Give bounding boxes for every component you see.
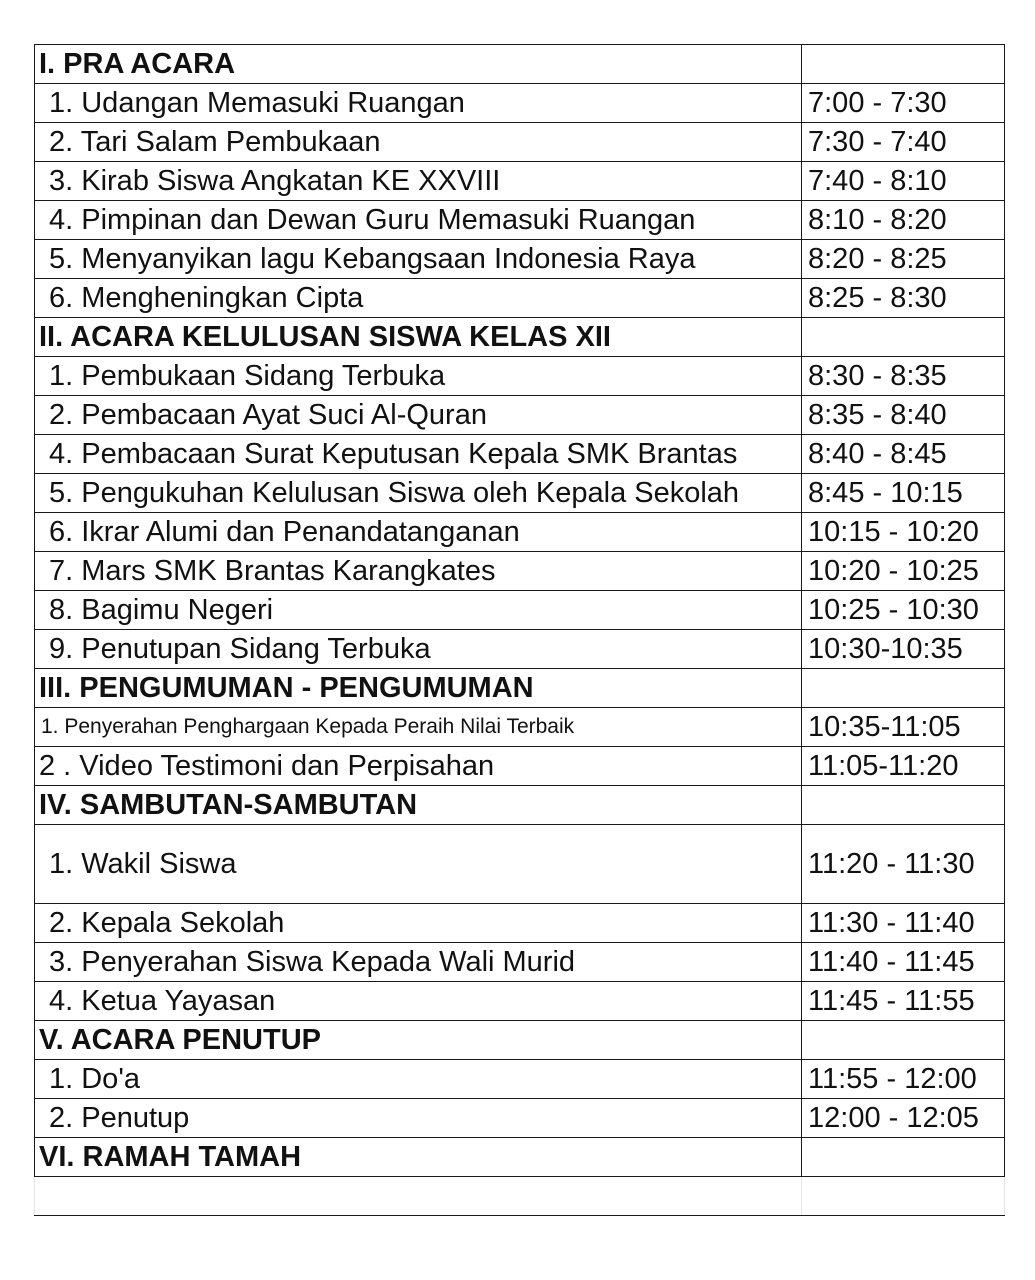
activity-cell: 4. Pembacaan Surat Keputusan Kepala SMK Brantas bbox=[35, 435, 802, 474]
blank-row bbox=[35, 1177, 1005, 1216]
schedule-row bbox=[35, 474, 1005, 513]
section-row bbox=[35, 45, 1005, 84]
schedule-row bbox=[35, 279, 1005, 318]
activity-cell: 1. Wakil Siswa bbox=[35, 825, 802, 904]
time-cell: 8:35 - 8:40 bbox=[802, 396, 1005, 435]
time-cell: 10:25 - 10:30 bbox=[802, 591, 1005, 630]
schedule-row bbox=[35, 435, 1005, 474]
time-cell: 11:40 - 11:45 bbox=[802, 943, 1005, 982]
activity-cell: 8. Bagimu Negeri bbox=[35, 591, 802, 630]
schedule-row bbox=[35, 825, 1005, 904]
schedule-row bbox=[35, 708, 1005, 747]
time-cell: 10:15 - 10:20 bbox=[802, 513, 1005, 552]
time-cell: 8:10 - 8:20 bbox=[802, 201, 1005, 240]
schedule-row bbox=[35, 943, 1005, 982]
section-title: II. ACARA KELULUSAN SISWA KELAS XII bbox=[35, 318, 802, 357]
section-title: IV. SAMBUTAN-SAMBUTAN bbox=[35, 786, 802, 825]
time-cell: 10:20 - 10:25 bbox=[802, 552, 1005, 591]
schedule-row bbox=[35, 123, 1005, 162]
section-row bbox=[35, 1021, 1005, 1060]
time-cell bbox=[802, 318, 1005, 357]
activity-cell: 4. Ketua Yayasan bbox=[35, 982, 802, 1021]
section-row bbox=[35, 669, 1005, 708]
activity-cell: 3. Kirab Siswa Angkatan KE XXVIII bbox=[35, 162, 802, 201]
activity-cell: 1. Penyerahan Penghargaan Kepada Peraih Nilai Terbaik bbox=[35, 708, 802, 747]
schedule-row bbox=[35, 396, 1005, 435]
time-cell: 8:20 - 8:25 bbox=[802, 240, 1005, 279]
activity-cell: 1. Pembukaan Sidang Terbuka bbox=[35, 357, 802, 396]
section-title: III. PENGUMUMAN - PENGUMUMAN bbox=[35, 669, 802, 708]
time-cell: 10:30-10:35 bbox=[802, 630, 1005, 669]
time-cell: 12:00 - 12:05 bbox=[802, 1099, 1005, 1138]
schedule-row bbox=[35, 513, 1005, 552]
activity-cell: 4. Pimpinan dan Dewan Guru Memasuki Ruangan bbox=[35, 201, 802, 240]
section-row bbox=[35, 318, 1005, 357]
time-cell: 7:30 - 7:40 bbox=[802, 123, 1005, 162]
time-cell bbox=[802, 1177, 1005, 1216]
time-cell: 11:05-11:20 bbox=[802, 747, 1005, 786]
activity-cell: 6. Mengheningkan Cipta bbox=[35, 279, 802, 318]
activity-cell: 2 . Video Testimoni dan Perpisahan bbox=[35, 747, 802, 786]
activity-cell: 2. Pembacaan Ayat Suci Al-Quran bbox=[35, 396, 802, 435]
activity-cell: 6. Ikrar Alumi dan Penandatanganan bbox=[35, 513, 802, 552]
activity-cell: 5. Menyanyikan lagu Kebangsaan Indonesia Raya bbox=[35, 240, 802, 279]
activity-cell: 5. Pengukuhan Kelulusan Siswa oleh Kepala Sekolah bbox=[35, 474, 802, 513]
event-schedule-table bbox=[34, 44, 1005, 1216]
time-cell: 11:45 - 11:55 bbox=[802, 982, 1005, 1021]
time-cell bbox=[802, 45, 1005, 84]
schedule-row bbox=[35, 552, 1005, 591]
activity-cell: 3. Penyerahan Siswa Kepada Wali Murid bbox=[35, 943, 802, 982]
section-row bbox=[35, 786, 1005, 825]
time-cell: 8:40 - 8:45 bbox=[802, 435, 1005, 474]
section-row bbox=[35, 1138, 1005, 1177]
schedule-row bbox=[35, 1060, 1005, 1099]
activity-cell: 2. Tari Salam Pembukaan bbox=[35, 123, 802, 162]
schedule-row bbox=[35, 357, 1005, 396]
time-cell bbox=[802, 1021, 1005, 1060]
time-cell: 11:20 - 11:30 bbox=[802, 825, 1005, 904]
time-cell bbox=[802, 669, 1005, 708]
activity-cell: 1. Do'a bbox=[35, 1060, 802, 1099]
time-cell: 10:35-11:05 bbox=[802, 708, 1005, 747]
schedule-row bbox=[35, 982, 1005, 1021]
schedule-row bbox=[35, 84, 1005, 123]
time-cell: 7:40 - 8:10 bbox=[802, 162, 1005, 201]
schedule-row bbox=[35, 904, 1005, 943]
schedule-row bbox=[35, 747, 1005, 786]
activity-cell: 9. Penutupan Sidang Terbuka bbox=[35, 630, 802, 669]
schedule-row bbox=[35, 201, 1005, 240]
activity-cell: 2. Kepala Sekolah bbox=[35, 904, 802, 943]
time-cell: 11:30 - 11:40 bbox=[802, 904, 1005, 943]
section-title: I. PRA ACARA bbox=[35, 45, 802, 84]
section-title: V. ACARA PENUTUP bbox=[35, 1021, 802, 1060]
schedule-body bbox=[35, 45, 1005, 1216]
schedule-row bbox=[35, 240, 1005, 279]
activity-cell: 7. Mars SMK Brantas Karangkates bbox=[35, 552, 802, 591]
time-cell: 8:45 - 10:15 bbox=[802, 474, 1005, 513]
schedule-row bbox=[35, 162, 1005, 201]
schedule-row bbox=[35, 591, 1005, 630]
time-cell: 7:00 - 7:30 bbox=[802, 84, 1005, 123]
schedule-row bbox=[35, 630, 1005, 669]
schedule-row bbox=[35, 1099, 1005, 1138]
time-cell bbox=[802, 1138, 1005, 1177]
time-cell: 8:25 - 8:30 bbox=[802, 279, 1005, 318]
time-cell: 8:30 - 8:35 bbox=[802, 357, 1005, 396]
section-title: VI. RAMAH TAMAH bbox=[35, 1138, 802, 1177]
time-cell: 11:55 - 12:00 bbox=[802, 1060, 1005, 1099]
activity-cell: 2. Penutup bbox=[35, 1099, 802, 1138]
activity-cell bbox=[35, 1177, 802, 1216]
activity-cell: 1. Udangan Memasuki Ruangan bbox=[35, 84, 802, 123]
time-cell bbox=[802, 786, 1005, 825]
